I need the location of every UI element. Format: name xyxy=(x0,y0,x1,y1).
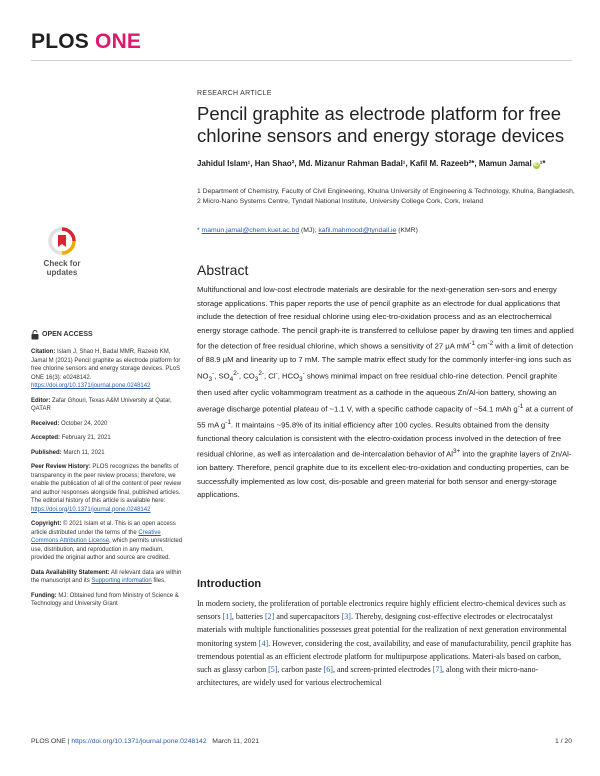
footer-doi-link[interactable]: https://doi.org/10.1371/journal.pone.0248142 xyxy=(71,738,207,745)
data-availability-block xyxy=(31,569,183,586)
citation-ref-link[interactable]: [3] xyxy=(341,612,351,622)
citation-ref-link[interactable]: [6] xyxy=(323,665,333,675)
intro-segment: , and screen-printed electrodes xyxy=(332,665,433,675)
editor-block xyxy=(31,397,183,414)
email-link-jamal[interactable]: mamun.jamal@chem.kuet.ac.bd xyxy=(201,227,300,234)
supporting-information-link[interactable]: Supporting information xyxy=(91,578,152,584)
logo-one-text: ONE xyxy=(95,30,142,53)
peer-review-text: PLOS recognizes the benefits of transparency in the peer review process; therefore, we enable the publication of all of the content of peer review and author responses alongside final, published articles. The editorial history of this article is available here: xyxy=(31,464,182,504)
article-info-sidebar xyxy=(31,330,183,615)
open-lock-icon xyxy=(31,330,39,340)
copyright-block xyxy=(31,520,183,563)
open-access-label: OPEN ACCESS xyxy=(42,330,93,338)
open-access-badge[interactable] xyxy=(31,330,183,340)
received-block xyxy=(31,420,183,429)
intro-segment: , batteries xyxy=(231,612,265,622)
footer-date: March 11, 2021 xyxy=(212,738,260,745)
funding-text: MJ: Obtained fund from Ministry of Science & Technology and University Grant xyxy=(31,592,179,607)
funding-label: Funding: xyxy=(31,592,57,599)
published-block xyxy=(31,449,183,458)
accepted-label: Accepted: xyxy=(31,435,61,441)
intro-segment: and supercapacitors xyxy=(274,612,342,622)
intro-segment: , along with their micro-nano-architectures, are widely used for various electrochemical xyxy=(197,665,539,688)
cfu-line2: updates xyxy=(46,268,78,277)
copyright-label: Copyright: xyxy=(31,521,62,527)
citation-ref-link[interactable]: [2] xyxy=(265,612,275,622)
peer-review-link[interactable]: https://doi.org/10.1371/journal.pone.0248142 xyxy=(31,506,151,513)
peer-review-block xyxy=(31,463,183,514)
intro-segment: , carbon paste xyxy=(277,665,324,675)
citation-ref-link[interactable]: [4] xyxy=(258,638,269,648)
article-type: RESEARCH ARTICLE xyxy=(197,90,272,97)
data-availability-text-2: files. xyxy=(151,578,166,584)
author-tail: ¹* xyxy=(539,159,546,168)
editor-text: Zafar Ghouri, Texas A&M University at Qatar, QATAR xyxy=(31,397,172,412)
corresp-mid: (MJ); xyxy=(299,227,319,234)
citation-doi-link[interactable]: https://doi.org/10.1371/journal.pone.0248142 xyxy=(31,383,151,389)
abstract-heading: Abstract xyxy=(197,262,249,278)
data-availability-text: All relevant data are within the manuscript and its xyxy=(31,569,182,584)
corresponding-authors xyxy=(197,227,577,234)
footer-journal: PLOS ONE xyxy=(31,738,66,745)
intro-segment: . Thereby, designing cost-effective electrodes or electrocatalyst materials with multiple functionalities possesses great potential for the realization of next generation environmental monitoring system xyxy=(197,612,567,648)
page-number: 1 / 20 xyxy=(554,738,572,745)
introduction-text xyxy=(197,597,574,689)
orcid-icon[interactable]: iD xyxy=(533,162,539,168)
logo-plos-text: PLOS xyxy=(31,30,89,53)
data-availability-label: Data Availability Statement: xyxy=(31,569,110,576)
check-for-updates-icon xyxy=(48,227,76,255)
citation-block xyxy=(31,348,183,391)
citation-ref-link[interactable]: [5] xyxy=(268,665,278,675)
article-title: Pencil graphite as electrode platform for free chlorine sensors and energy storage devices xyxy=(197,103,565,146)
email-link-razeeb[interactable]: kafil.mahmood@tyndall.ie xyxy=(318,227,397,234)
corresp-end: (KMR) xyxy=(396,227,418,234)
received-label: Received: xyxy=(31,420,60,427)
abstract-text: Multifunctional and low-cost electrode materials are desirable for the next-generation sen-sors and energy storage applications. This paper reports the use of pencil graphite as an electrode for dual applications that include the detection of free residual chlorine using elec-tro-oxidation process and as an electrochemical energy storage cathode. The pencil graph-ite is transferred to cellulose paper by drawing ten times and applied for the detection of free residual chlorine, which shows a sensitivity of 27 μA $mM^{-1}$ $cm^{-2}$ with a limit of detection of 88.9 μM and linearity up to 7 mM. The sample matrix effect study for the commonly interfer-ing ions such as $NO_3^-$, $SO_4^{2-}$, $CO_3^{2-}$, Cl-, $HCO_3^-$ shows minimal impact on free residual chlo-rine detection. Pencil graphite then used after cyclic voltammogram treatment as a cathode in the aqueous Zn/Al-ion battery, showing an average discharge potential plateau of ~1.1 V, with a specific cathode capacity of ~54.1 mAh $g^{-1}$ at a current of 55 mA $g^{-1}$. It maintains ~95.8% of its initial efficiency after 100 cycles. Results obtained from the density functional theory calculation is consistent with the electro-oxidation process involved in the detection of free residual chlorine, as well as intercalation and de-intercalation behavior of $Al^{3+}$ into the graphite layers of Zn/Al-ion battery. Therefore, pencil graphite due to its excellent elec-tro-oxidation and conducting properties, can be successfully implemented as low cost, dis-posable and green material for both sensor and energy-storage applications. xyxy=(197,285,574,500)
footer-separator: | xyxy=(65,738,72,745)
license-link[interactable]: Creative Commons Attribution License xyxy=(31,529,161,544)
intro-segment: . However, considering the cost, availability, and ease of manufacturability, pencil graphite has tremendous potential as an efficient electrode platform for multipurpose applications. Materi-als based on carbon, such as glassy carbon xyxy=(197,638,572,675)
citation-text: Islam J, Shao H, Badal MMR, Razeeb KM, Jamal M (2021) Pencil graphite as electrode platform for free chlorine sensors and energy storage devices. PLoS ONE 16(3): e0248142. xyxy=(31,349,181,381)
citation-label: Citation: xyxy=(31,349,56,355)
accepted-date: February 21, 2021 xyxy=(60,435,111,441)
intro-segment: In modern society, the proliferation of portable electronics require highly efficient electro-chemical devices such as sensors xyxy=(197,599,566,622)
editor-label: Editor: xyxy=(31,397,51,404)
corresp-star: * xyxy=(197,227,202,234)
author-list xyxy=(197,158,567,170)
published-label: Published: xyxy=(31,449,62,456)
journal-logo[interactable] xyxy=(31,30,141,54)
peer-review-label: Peer Review History: xyxy=(31,464,91,470)
header-divider xyxy=(31,60,572,61)
citation-ref-link[interactable]: [1] xyxy=(222,612,232,622)
cfu-line1: Check for xyxy=(43,259,81,268)
footer-citation xyxy=(31,738,259,745)
citation-ref-link[interactable]: [7] xyxy=(432,665,443,675)
received-date: October 24, 2020 xyxy=(59,420,108,427)
accepted-block xyxy=(31,434,183,443)
check-for-updates-label xyxy=(34,259,90,277)
affiliations: 1 Department of Chemistry, Faculty of Civil Engineering, Khulna University of Engineering & Technology, Khulna, Bangladesh, 2 Micro-Nano Systems Centre, Tyndall National Institute, University College Cork, Cork, Ireland xyxy=(197,188,575,205)
published-date: March 11, 2021 xyxy=(61,449,105,456)
author-names: Jahidul Islam¹, Han Shao², Md. Mizanur Rahman Badal¹, Kafil M. Razeeb²*, Mamun Jamal xyxy=(197,159,532,168)
check-for-updates-badge[interactable] xyxy=(34,227,90,285)
introduction-heading: Introduction xyxy=(197,578,262,590)
copyright-text: © 2021 Islam et al. This is an open access article distributed under the terms of the xyxy=(31,521,176,536)
copyright-text-2: , which permits unrestricted use, distribution, and reproduction in any medium, provided the original author and source are credited. xyxy=(31,538,183,561)
funding-block xyxy=(31,592,183,609)
